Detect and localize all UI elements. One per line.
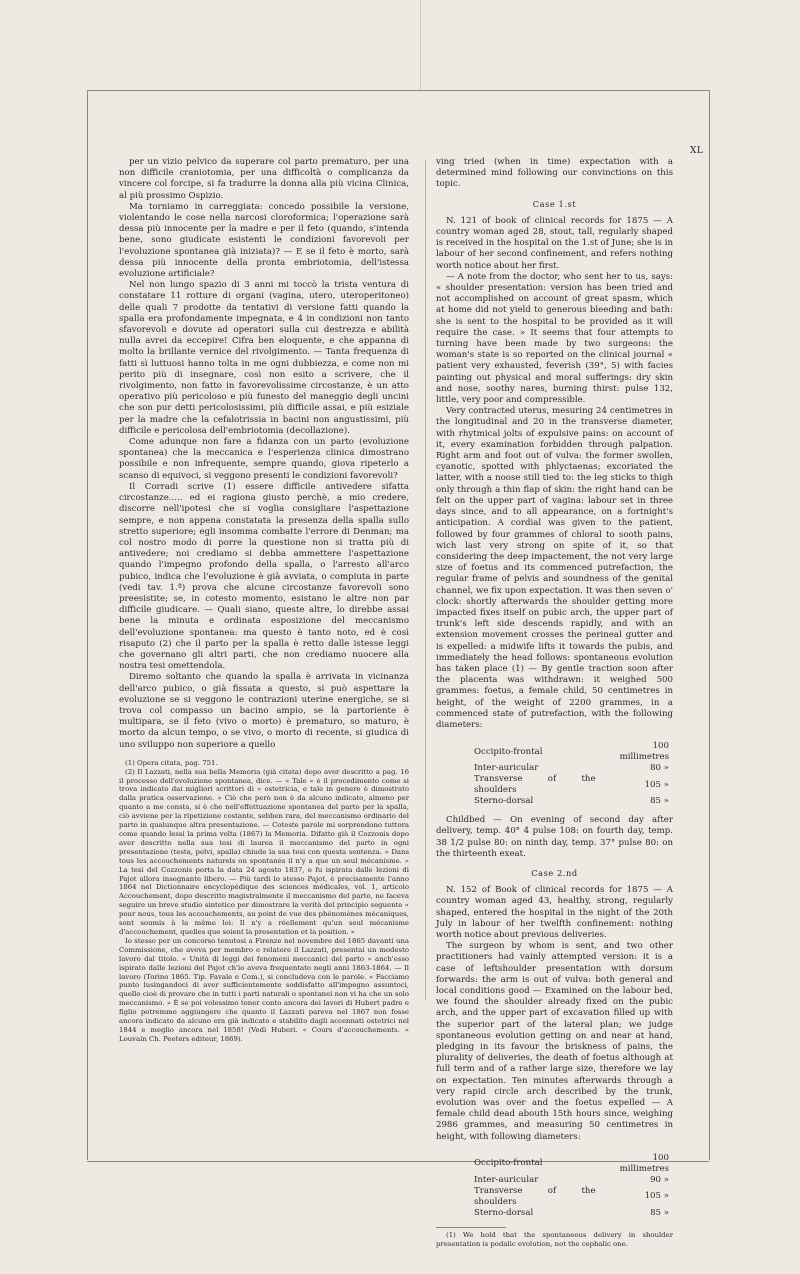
measure-label: Sterno-dorsal xyxy=(474,1207,534,1218)
table-row xyxy=(470,1186,673,1208)
measure-value: 100 millimetres xyxy=(619,741,669,763)
case-2-paragraph-1: N. 152 of Book of clinical records for 1875 — A country woman aged 43, healthy, strong, regularly shaped, entered the hospital in the night of the 20th July in labour of her twelfth confinement: nothing worth notice about previous deliveries. xyxy=(436,885,673,940)
case-1-paragraph-1: N. 121 of book of clinical records for 1875 — A country woman aged 28, stout, tall, regularly shaped is received in the hospital on the 1.st of June; she is in labour of her second confinement, and refers nothing worth notice about her first. xyxy=(436,215,673,271)
left-column xyxy=(119,157,409,1102)
left-paragraph-6: Diremo soltanto che quando la spalla è arrivata in vicinanza dell'arco pubico, o già fissata a questo, si può aspettare la evoluzione se si veggono le contrazioni uterine energiche, se si trova col compasso un bacino ampio, se la partoriente è multipara, se il feto (vivo o morto) è prematuro, so maturo, è morto da alcun tempo, o se vivo, o morto di recente, si giudica di uno sviluppo non superiore a quello xyxy=(119,672,409,750)
table-row xyxy=(470,796,673,807)
case-1-childbed: Childbed — On evening of second day after delivery, temp. 40° 4 pulse 108: on fourth day, temp. 38 1/2 pulse 80: on ninth day, temp. 37° pulse 80: on the thirteenth exeat. xyxy=(436,815,673,859)
measure-value: 100 millimetres xyxy=(619,1152,669,1174)
measure-value: 90 » xyxy=(650,1174,669,1185)
case-1-heading: Case 1.st xyxy=(532,198,577,209)
case-2-paragraph-2: The surgeon by whom is sent, and two other practitioners had vainly attempted version: it is a case of leftshoulder presentation with dorsum forwards: the arm is out of vulva: both general and local conditions good — Examined on the labour bed, we found the shoulder already fixed on the pubic arch, and the upper part of excavation filled up with the superior part of the lateral plan; we judge spontaneous evolution getting on and near at hand, pledging in its favour the briskness of pains, the plurality of deliveries, the death of foetus although at full term and of a rather large size, therefore we lay on expectation. Ten minutes afterwards through a very rapid circle arch described by the trunk, evolution was over and the foetus expelled — A female child dead abouth 15th hours since, weighing 2986 grammes, and measuring 50 centimetres in height, with following diameters: xyxy=(436,941,673,1142)
case-1-diameters-table xyxy=(470,741,673,807)
footnote-rule xyxy=(436,1227,506,1228)
footnote-1: (1) Opera citata, pag. 751. xyxy=(125,758,218,767)
case-2-heading: Case 2.nd xyxy=(531,867,578,878)
measure-value: 80 » xyxy=(650,763,669,774)
measure-value: 105 » xyxy=(644,779,669,790)
frame-left-rule xyxy=(87,90,88,1160)
measure-label: Transverse of the shoulders xyxy=(474,1185,596,1207)
page-number: XL xyxy=(690,146,704,156)
measure-value: 85 » xyxy=(650,1207,669,1218)
left-paragraph-3: Nel non lungo spazio di 3 anni mi toccò la trista ventura di constatare 11 rotture di organi (vagina, utero, uteroperitoneo) delle quali 7 prodotte da tentativi di versione fatti quando la spalla era profondamente impegnata, e 4 in condizioni non tanto sfavorevoli e dovute ad operatori sulla cui destrezza e abilità nulla avrei da eccepire! Cifra ben eloquente, e che appanna di molto la brillante vernice del rivolgimento. — Tanta frequenza di fatti sì luttuosi hanno tolta in me ogni dubbiezza, e come non mi perito più di insegnare, così non esito a scrivere, che il rivolgimento, non fatto in favorevolissime circostanze, è un atto operativo più pericoloso e più funesto del maneggio degli uncini che son pur detti pericolosissimi, più difficile assai, e più esiziale per la madre che la cefalotrissia in bacini non angustissimi, più difficile e pericolosa dell'embriotomia (decollazione). xyxy=(119,280,409,436)
case-1-paragraph-3: Very contracted uterus, mesuring 24 centimetres in the longitudinal and 20 in the transverse diameter, with rhytmical jolts of expulsive pains: on account of it, every examination forbidden through palpation. Right arm and foot out of vulva: the former swollen, cyanotic, spotted with phlyctaenas; excoriated the latter, with a noose still tied to: the leg sticks to thigh only through a thin flap of skin: the right hand can be felt on the upper part of vagina: labour set in three days since, and to all appearance, on a fortnight's anticipation. A cordial was given to the patient, followed by four grammes of chloral to sooth pains, wich last very strong on spite of it, so that considering the deep impactement, the not very large size of foetus and its commenced putrefaction, the regular frame of pelvis and soundness of the genital channel, we fix upon expectation. It was then seven o' clock: shortly afterwards the shoulder getting more impacted fixes itself on pubic arch, the upper part of trunk's left side descends rapidly, and with an extension movement crosses the perineal gutter and is expelled: a midwife lifts it towards the pubis, and immediately the head follows: spontaneous evolution has taken place (1) — By gentle traction soon after the placenta was withdrawn: it weighed 500 grammes: foetus, a female child, 50 centimetres in height, of the weight of 2200 grammes, in a commenced state of putrefaction, with the following diameters: xyxy=(436,406,673,730)
table-row xyxy=(470,1208,673,1219)
left-paragraph-4: Come adunque non fare a fidanza con un parto (evoluzione spontanea) che la meccanica e l'esperienza clinica dimostrano possibile e non infrequente, sempre quando, giova ripeterlo a scanso di equivoci, si veggono presenti le condizioni favorevoli? xyxy=(119,437,409,481)
measure-value: 85 » xyxy=(650,796,669,807)
footnote-2: (2) Il Lazzati, nella sua bella Memoria (già citata) dopo aver descritto a pag. 16 il processo dell'evoluzione spontanea, dice. — « Tale « è il procedimento come si trova indicato dai migliori scrittori di « ostetricia, e tale in genere è dimostrato dalla pratica osservazione. » Ciò che però non è da alcuno indicato, almeno per quanto a me consta, si è che nell'effettuazione spontanea del parto per la spalla, ciò avviene per la ripetizione costante, sebben rara, del meccanismo ordinario del parto in qualunque altra presentazione. — Coteste parole mi sorprendono tuttora come quando lessi la prima volta (1867) la Memoria. Difatto già il Cozzonis dopo aver descritto nella sua tesi di laurea il meccanismo del parto in ogni presentazione (testa, pelvi, spalla) chiude la sua tesi con questa sentenza. « Dans tous les accouchements naturels on spontanés il n'y a que un seul mécanisme. » La tesi del Cozzonis porta la data 24 agosto 1837, e fu ispirata dalle lezioni di Pajot allora insegnante libero. — Più tardi lo stesso Pajot, è precisamente l'anno 1864 nel Dictionnaire encyclopédique des sciences médicales, vol. 1, articolo Accouchement, dopo descritto magistralmente il meccanismo del parto, ne faceva seguire un breve studio sintetico per dimostrare la verità del principio seguente « pour nous, tous les accouchements, au point de vue des phénomènes mécaniques, sont soumis à la même loi: Il n'y a réellement qu'un seul mécanisme d'accouchement, quelles que soient la presentation et la position. » xyxy=(119,767,409,936)
measure-value: 105 » xyxy=(644,1191,669,1202)
measure-label: Transverse of the shoulders xyxy=(474,774,596,796)
case-2-diameters-table xyxy=(470,1153,673,1219)
column-divider xyxy=(425,160,426,1000)
frame-right-rule xyxy=(709,90,710,1160)
measure-label: Occipito-frontal xyxy=(474,1158,543,1169)
measure-label: Inter-auricular xyxy=(474,1174,539,1185)
right-footnote: (1) We hold that the spontaneous delivery in shoulder presentation is podalic evolution, not the cephalic one. xyxy=(436,1230,673,1248)
left-paragraph-2: Ma torniamo in carreggiata: concedo possibile la versione, violentando le cose nella narcosi cloroformica; l'operazione sarà dessa più innocente per la madre e per il feto (quando, s'intenda bene, sono giudicate esistenti le condizioni favorevoli per l'evoluzione spontanea già iniziata)? — E se il feto è morto, sarà dessa più innocente della pronta embriotomia, dell'istessa evoluzione artificiale? xyxy=(119,201,409,280)
binding-crease xyxy=(420,0,421,90)
table-row xyxy=(470,763,673,774)
measure-label: Occipito-frontal xyxy=(474,746,543,757)
measure-label: Sterno-dorsal xyxy=(474,796,534,807)
table-row xyxy=(470,741,673,763)
left-footnotes xyxy=(119,759,409,1044)
table-row xyxy=(470,774,673,796)
case-1-paragraph-2: — A note from the doctor, who sent her to us, says: « shoulder presentation: version has been tried and not accomplished on account of great spasm, which at home did not yield to generous bleeding and bath: she is sent to the hospital to be provided as it will require the case. » It seems that four attempts to turning have been made by two surgeons: the woman's state is so reported on the clinical journal « patient very exhausted, feverish (39°, 5) with facies painting out physical and moral sufferings: dry skin and nose, soothy nares, burning thirst: pulse 132, little, very poor and compressible. xyxy=(436,271,673,406)
right-column xyxy=(436,157,673,1248)
footnote-2-continued: Io stesso per un concorso tenutosi a Firenze nel novembre del 1865 davanti una Commissione, che aveva per membro e relatore il Lazzati, presentai un modesto lavoro dal titolo. « Unità di leggi dei fenomeni meccanici del parto » anch'esso ispirato dalle lezioni del Pajot ch'io aveva frequentato negli anni 1863-1864. — Il lavoro (Torino 1865. Tip. Favale e Com.), si concludeva con le parole. « Facciamo punto lusingandoci di aver sufficientemente soddisfatto all'impegno assuntoci, quello cioè di provare che in tutti i parti naturali o spontanei non vi ha che un solo meccanismo. » È se poi volessimo tener conto ancora dei lavori di Hubert padre e figlio potremmo aggiungere che quanto il Lazzati pareva nel 1867 non fosse ancora indicato da alcuno era già indicato e stabilito dagli accennati ostetrici nel 1844 e meglio ancora nel 1858! (Vedi Huberi. « Cours d'accouchements. » Louvain Ch. Peeters editeur, 1869). xyxy=(119,936,409,1043)
table-row xyxy=(470,1153,673,1175)
measure-label: Inter-auricular xyxy=(474,763,539,774)
table-row xyxy=(470,1175,673,1186)
left-paragraph-1: per un vizio pelvico da superare col parto prematuro, per una non difficile craniotomia, per una difficoltà o complicanza da vincere col forcipe, si fa tradurre la donna alla più vicina Clinica, al più prossimo Ospizio. xyxy=(119,157,409,201)
right-intro: ving tried (when in time) expectation with a determined mind following our convinctions on this topic. xyxy=(436,157,673,190)
left-paragraph-5: Il Corradi scrive (1) essere difficile antivedere sifatta circostanze..... ed ei ragiona giusto perchè, a mio credere, discorre nell'ipotesi che si voglia consigliare l'aspettazione sempre, e non appena constatata la presenza della spalla sullo stretto superiore; egli insomma combatte l'errore di Denman; ma col nostro modo di porre la questione non si tratta più di antivedere; noi crediamo si debba ammettere l'aspettazione quando l'impegno profondo della spalla, o l'arresto all'arco pubico, indica che l'evoluzione è già avviata, o compiuta in parte (vedi tav. 1.ª) prova che alcune circostanze favorevoli sono preesistite; se, in cotesto momento, esistano le altre non par difficile giudicare. — Quali siano, queste altre, lo direbbe assai bene la minuta e ordinata esposizione del meccanismo dell'evoluzione spontanea: ma questo è tanto noto, ed è così risaputo (2) che il parto per la spalla è retto dalle istesse leggi che governano gli altri parti, che non crediamo nuocere alla nostra tesi omettendola. xyxy=(119,481,409,672)
